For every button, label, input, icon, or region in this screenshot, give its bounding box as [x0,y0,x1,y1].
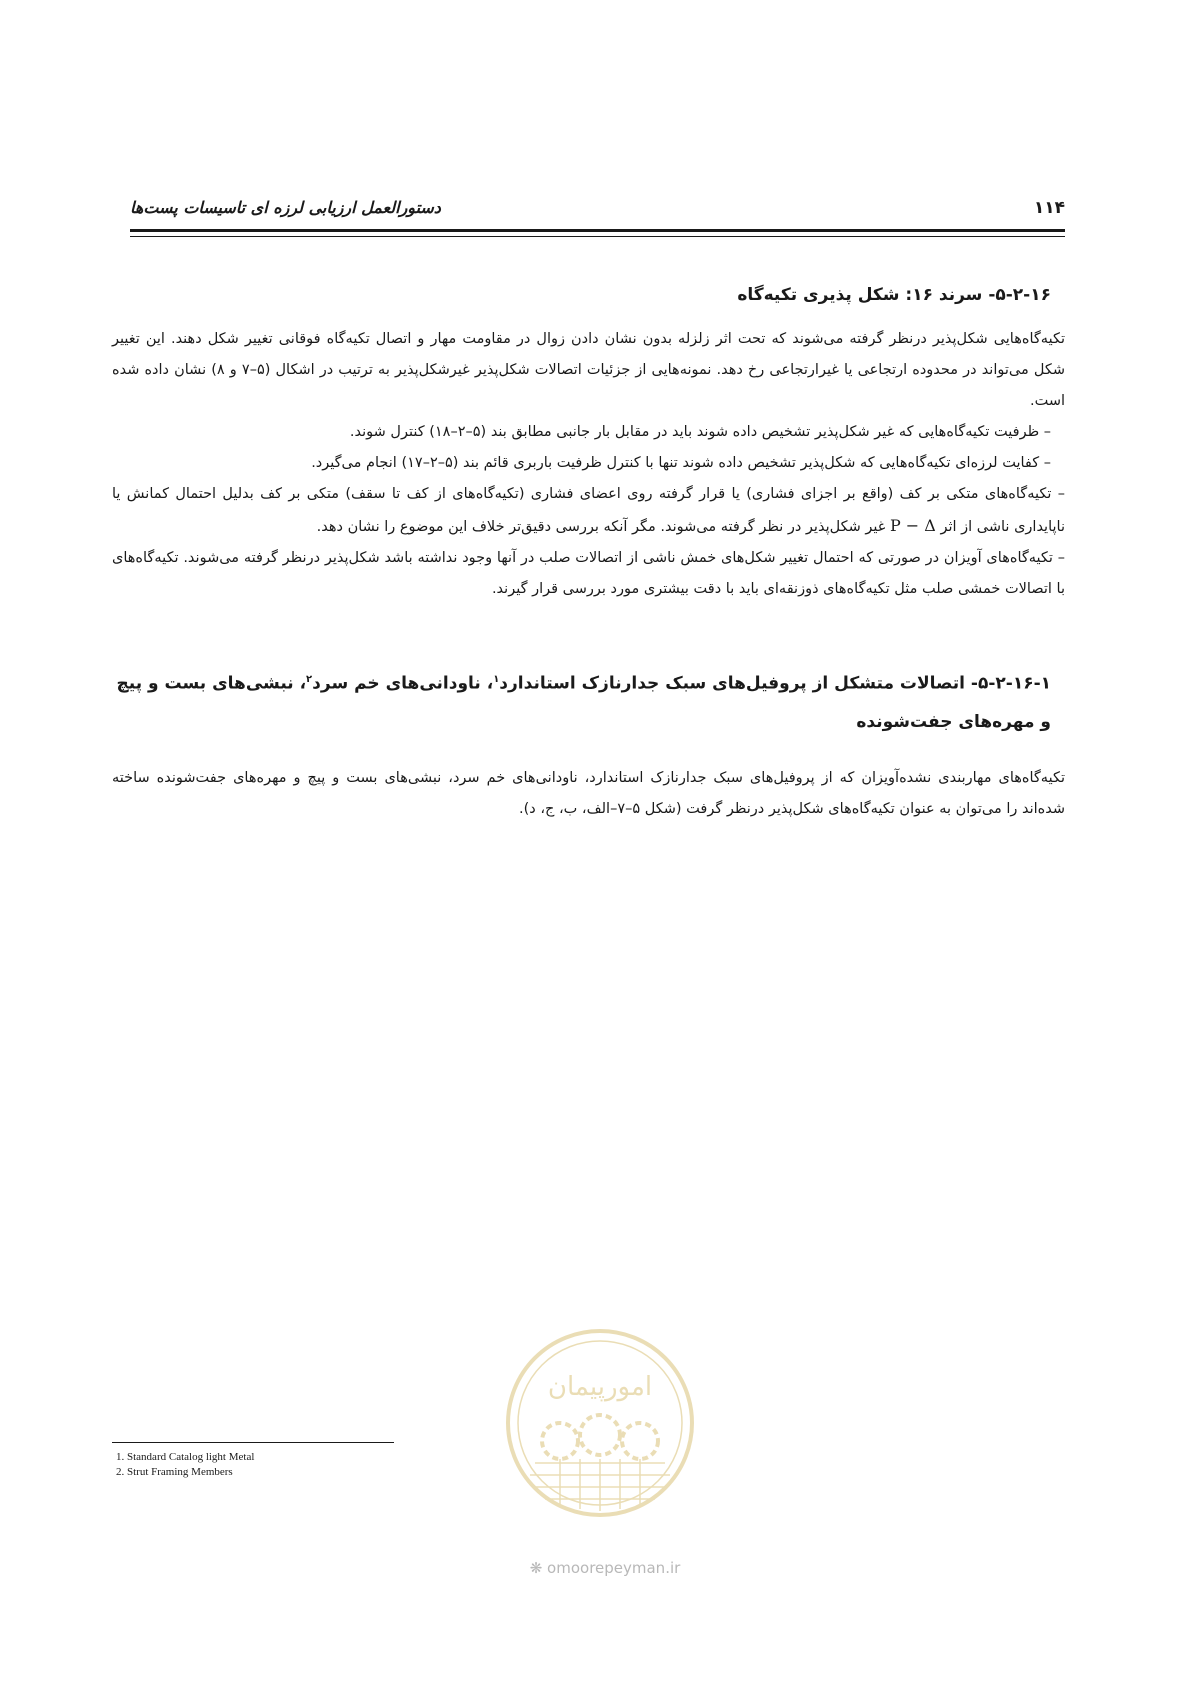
section-heading: ۵-۲-۱۶- سرند ۱۶: شکل پذیری تکیه‌گاه [737,285,1051,305]
footnote-1: 1. Standard Catalog light Metal [116,1451,255,1463]
bullet-3-text-end: غیر شکل‌پذیر در نظر گرفته می‌شوند. مگر آنکه بررسی دقیق‌تر خلاف این موضوع را نشان دهد. [316,519,886,535]
subsection-heading [112,661,1065,741]
subsection-heading-part-2: ، ناودانی‌های خم سرد [312,673,494,694]
bullet-item-3 [112,479,1065,543]
header-title: دستورالعمل ارزیابی لرزه ای تاسیسات پست‌ها [130,198,441,217]
section-intro-paragraph: تکیه‌گاه‌هایی شکل‌پذیر درنظر گرفته می‌شوند که تحت اثر زلزله بدون نشان دادن زوال در مقاومت مهار و اتصال تکیه‌گاه فوقانی تغییر شکل دهند. این تغییر شکل می‌تواند در محدوده ارتجاعی یا غیرارتجاعی رخ دهد. نمونه‌هایی از جزئیات اتصالات شکل‌پذیر غیرشکل‌پذیر به ترتیب در اشکال (۵–۷ و ۸) نشان داده شده است. [112,331,1065,409]
page-body [112,270,1065,825]
bullet-item-2: – کفایت لرزه‌ای تکیه‌گاه‌هایی که شکل‌پذیر تشخیص داده شوند تنها با کنترل ظرفیت باربری قائم بند (۵–۲–۱۷) انجام می‌گیرد. [311,455,1051,471]
bullet-item-1: – ظرفیت تکیه‌گاه‌هایی که غیر شکل‌پذیر تشخیص داده شوند باید در مقابل بار جانبی مطابق بند (۵–۲–۱۸) کنترل شوند. [349,424,1051,440]
header-rule-thin [130,236,1065,237]
page-number: ۱۱۴ [1033,198,1065,218]
footnote-separator [112,1442,394,1443]
running-header [130,198,1065,226]
subsection-paragraph: تکیه‌گاه‌های مهاربندی نشده‌آویزان که از پروفیل‌های سبک جدارنازک استاندارد، ناودانی‌های خم سرد، نبشی‌های بست و پیچ و مهره‌های جفت‌شونده ساخته شده‌اند را می‌توان به عنوان تکیه‌گاه‌های شکل‌پذیر درنظر گرفت (شکل ۵–۷–الف، ب، ج، د). [112,769,1065,817]
watermark-logo [500,1323,700,1523]
footnotes [116,1450,254,1480]
footnote-2: 2. Strut Framing Members [116,1466,233,1478]
footnote-ref-2: ۲ [306,674,313,685]
watermark-url: ❋ omoorepeyman.ir [529,1559,681,1577]
subsection-heading-part-3: ، نبشی‌های بست و پیچ و مهره‌های جفت‌شونده [116,673,1051,732]
subsection-heading-part-1: ۵-۲-۱۶-۱- اتصالات متشکل از پروفیل‌های سبک جدارنازک استاندارد [499,673,1051,694]
footnote-ref-1: ۱ [493,674,500,685]
bullet-3-text-start: – تکیه‌گاه‌های متکی بر کف (واقع بر اجزای فشاری) یا قرار گرفته روی اعضای فشاری (تکیه‌گاه‌های از کف تا سقف) متکی بر کف بدلیل احتمال کمانش یا ناپایداری ناشی از اثر [112,486,1065,535]
watermark-logo-text: امورپیمان [547,1372,653,1402]
bullet-item-4: – تکیه‌گاه‌های آویزان در صورتی که احتمال تغییر شکل‌های خمش ناشی از اتصالات صلب در آنها وجود نداشته باشد شکل‌پذیر درنظر گرفته می‌شوند. تکیه‌گاه‌های با اتصالات خمشی صلب مثل تکیه‌گاه‌های ذوزنقه‌ای باید با دقت بیشتری مورد بررسی قرار گیرند. [112,550,1065,597]
watermark-url-text: omoorepeyman.ir [547,1559,681,1577]
p-delta-symbol: P − Δ [889,516,936,535]
header-rule-thick [130,229,1065,232]
